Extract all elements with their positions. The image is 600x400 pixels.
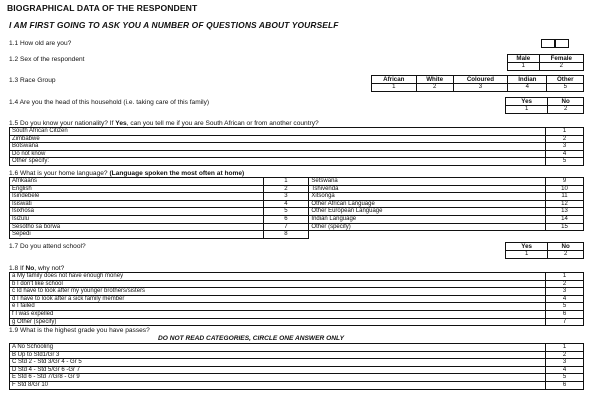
table-cell: B Up to Std1/Gr 3 bbox=[10, 351, 546, 359]
table-cell[interactable]: 1 bbox=[546, 344, 584, 352]
question-text-part: Yes bbox=[115, 120, 127, 127]
table-row bbox=[10, 208, 584, 216]
table-cell: Other European Language bbox=[309, 208, 546, 216]
code-other[interactable]: 5 bbox=[547, 84, 584, 92]
table-row bbox=[10, 231, 584, 239]
table-cell[interactable]: 9 bbox=[546, 178, 584, 186]
table-cell: Isizulu bbox=[10, 215, 264, 223]
table-cell: Isiswati bbox=[10, 200, 264, 208]
instruction-text: DO NOT READ CATEGORIES, CIRCLE ONE ANSWER ONLY bbox=[158, 335, 344, 342]
table-row bbox=[10, 374, 584, 382]
table-cell: D Std 4 - Std 5/Gr 6 -Gr 7 bbox=[10, 366, 546, 374]
table-cell[interactable]: 3 bbox=[546, 359, 584, 367]
intro-heading: I AM FIRST GOING TO ASK YOU A NUMBER OF QUESTIONS ABOUT YOURSELF bbox=[9, 20, 339, 30]
table-row bbox=[10, 295, 584, 303]
table-row bbox=[10, 185, 584, 193]
table-cell[interactable]: 10 bbox=[546, 185, 584, 193]
table-cell: Other (specify) bbox=[309, 223, 546, 231]
table-row bbox=[10, 143, 584, 151]
table-cell[interactable]: 5 bbox=[546, 374, 584, 382]
table-cell[interactable]: 1 bbox=[263, 178, 309, 186]
table-cell[interactable]: 5 bbox=[546, 158, 584, 166]
option-indian[interactable]: Indian bbox=[508, 76, 547, 84]
table-cell[interactable]: 4 bbox=[263, 200, 309, 208]
table-cell[interactable]: 5 bbox=[263, 208, 309, 216]
table-cell[interactable]: 6 bbox=[263, 215, 309, 223]
table-cell[interactable]: 15 bbox=[546, 223, 584, 231]
table-row bbox=[10, 215, 584, 223]
table-cell[interactable]: 12 bbox=[546, 200, 584, 208]
table-row bbox=[10, 193, 584, 201]
table-cell[interactable]: 2 bbox=[546, 351, 584, 359]
table-cell: Sepedi bbox=[10, 231, 264, 239]
table-cell[interactable]: 13 bbox=[546, 208, 584, 216]
table-cell: g Other (specify) bbox=[10, 318, 546, 326]
table-cell[interactable]: 7 bbox=[263, 223, 309, 231]
question-1-1: 1.1 How old are you? bbox=[9, 40, 72, 47]
option-coloured[interactable]: Coloured bbox=[453, 76, 508, 84]
table-cell[interactable]: 4 bbox=[546, 366, 584, 374]
age-box-2[interactable] bbox=[555, 39, 569, 48]
question-1-7: 1.7 Do you attend school? bbox=[9, 243, 86, 250]
question-1-5 bbox=[9, 120, 319, 127]
table-cell: South African Citizen bbox=[10, 128, 546, 136]
option-no[interactable]: No bbox=[548, 243, 584, 251]
table-row bbox=[10, 303, 584, 311]
table-cell: English bbox=[10, 185, 264, 193]
question-text-part: , can you tell me if you are South African or from another country? bbox=[126, 120, 319, 127]
table-cell: Tshivenda bbox=[309, 185, 546, 193]
table-cell: F Std 8/Gr 10 bbox=[10, 381, 546, 389]
table-row bbox=[10, 200, 584, 208]
table-cell[interactable]: 2 bbox=[546, 280, 584, 288]
table-cell: Isindebele bbox=[10, 193, 264, 201]
grade-table bbox=[9, 343, 584, 390]
table-cell: E Std 6 - Std 7/Gr8 - Gr 9 bbox=[10, 374, 546, 382]
table-cell: d I have to look after a sick family member bbox=[10, 295, 546, 303]
code-african[interactable]: 1 bbox=[372, 84, 417, 92]
table-cell: A No Schooling bbox=[10, 344, 546, 352]
question-text-part: (Language spoken the most often at home) bbox=[109, 170, 245, 177]
question-text-part: , why not? bbox=[34, 265, 65, 272]
question-text-part: 1.6 What is your home language? bbox=[9, 170, 110, 177]
table-cell: c Id have to look after my younger brothers/sisters bbox=[10, 288, 546, 296]
table-cell[interactable]: 11 bbox=[546, 193, 584, 201]
nationality-table bbox=[9, 127, 584, 166]
table-cell: Setswana bbox=[309, 178, 546, 186]
table-cell[interactable]: 2 bbox=[546, 135, 584, 143]
table-row bbox=[10, 381, 584, 389]
table-row bbox=[10, 359, 584, 367]
table-cell: Xitsonga bbox=[309, 193, 546, 201]
table-row bbox=[10, 158, 584, 166]
option-no[interactable]: No bbox=[548, 98, 584, 106]
option-white[interactable]: White bbox=[416, 76, 453, 84]
code-no[interactable]: 2 bbox=[548, 251, 584, 259]
table-cell: a My family does not have enough money bbox=[10, 273, 546, 281]
table-cell bbox=[309, 231, 546, 239]
code-male[interactable]: 1 bbox=[508, 63, 540, 71]
question-text-part: 1.8 If bbox=[9, 265, 26, 272]
table-cell: Zimbabwe bbox=[10, 135, 546, 143]
option-yes[interactable]: Yes bbox=[506, 243, 548, 251]
table-row bbox=[10, 310, 584, 318]
table-row bbox=[10, 135, 584, 143]
table-cell[interactable]: 1 bbox=[546, 128, 584, 136]
code-no[interactable]: 2 bbox=[548, 106, 584, 114]
question-1-3: 1.3 Race Group bbox=[9, 77, 56, 84]
table-row bbox=[10, 318, 584, 326]
table-cell[interactable]: 3 bbox=[546, 143, 584, 151]
question-text-part: No bbox=[25, 265, 35, 272]
question-1-9: 1.9 What is the highest grade you have passes? bbox=[9, 327, 150, 334]
option-other[interactable]: Other bbox=[547, 76, 584, 84]
table-cell: Isixhosa bbox=[10, 208, 264, 216]
table-cell: C Std 2 - Std 3/Gr 4 - Gr 5 bbox=[10, 359, 546, 367]
option-yes[interactable]: Yes bbox=[506, 98, 548, 106]
table-row bbox=[10, 273, 584, 281]
table-cell[interactable]: 4 bbox=[546, 150, 584, 158]
table-cell: Afrikaans bbox=[10, 178, 264, 186]
table-cell[interactable]: 3 bbox=[546, 288, 584, 296]
question-text-part: 1.5 Do you know your nationality? If bbox=[9, 120, 116, 127]
attend-school-table bbox=[505, 242, 584, 259]
table-row bbox=[10, 128, 584, 136]
table-cell: Sesotho sa borwa bbox=[10, 223, 264, 231]
race-table bbox=[371, 75, 584, 92]
table-cell[interactable]: 5 bbox=[546, 303, 584, 311]
table-cell: Botswana bbox=[10, 143, 546, 151]
table-cell[interactable]: 4 bbox=[546, 295, 584, 303]
table-row bbox=[10, 150, 584, 158]
table-cell: Other African Language bbox=[309, 200, 546, 208]
table-cell: Indian Language bbox=[309, 215, 546, 223]
table-cell[interactable]: 6 bbox=[546, 310, 584, 318]
table-cell: Other specify: bbox=[10, 158, 546, 166]
table-cell[interactable]: 3 bbox=[263, 193, 309, 201]
code-white[interactable]: 2 bbox=[416, 84, 453, 92]
table-cell: f I was expelled bbox=[10, 310, 546, 318]
option-male[interactable]: Male bbox=[508, 55, 540, 63]
table-cell[interactable]: 2 bbox=[263, 185, 309, 193]
table-cell[interactable]: 6 bbox=[546, 381, 584, 389]
option-african[interactable]: African bbox=[372, 76, 417, 84]
table-row bbox=[10, 366, 584, 374]
code-coloured[interactable]: 3 bbox=[453, 84, 508, 92]
table-row bbox=[10, 178, 584, 186]
question-1-8 bbox=[9, 265, 64, 272]
code-yes[interactable]: 1 bbox=[506, 106, 548, 114]
question-1-6 bbox=[9, 170, 244, 177]
age-box-1[interactable] bbox=[541, 39, 555, 48]
table-row bbox=[10, 351, 584, 359]
home-language-table bbox=[9, 177, 584, 239]
table-cell[interactable]: 7 bbox=[546, 318, 584, 326]
question-1-4: 1.4 Are you the head of this household (i.e. taking care of this family) bbox=[9, 99, 210, 106]
table-row bbox=[10, 280, 584, 288]
table-row bbox=[10, 344, 584, 352]
table-cell[interactable]: 1 bbox=[546, 273, 584, 281]
head-of-household-table bbox=[505, 97, 584, 114]
table-row bbox=[10, 288, 584, 296]
reason-table bbox=[9, 272, 584, 326]
code-female[interactable]: 2 bbox=[539, 63, 583, 71]
code-yes[interactable]: 1 bbox=[506, 251, 548, 259]
table-row bbox=[10, 223, 584, 231]
code-indian[interactable]: 4 bbox=[508, 84, 547, 92]
table-cell: b I don't like school bbox=[10, 280, 546, 288]
sex-table bbox=[507, 54, 584, 71]
page-title: BIOGRAPHICAL DATA OF THE RESPONDENT bbox=[7, 3, 198, 13]
option-female[interactable]: Female bbox=[539, 55, 583, 63]
table-cell: Do not know bbox=[10, 150, 546, 158]
table-cell: e I failed bbox=[10, 303, 546, 311]
table-cell[interactable]: 8 bbox=[263, 231, 309, 239]
table-cell[interactable]: 14 bbox=[546, 215, 584, 223]
question-1-2: 1.2 Sex of the respondent bbox=[9, 56, 85, 63]
table-cell bbox=[546, 231, 584, 239]
